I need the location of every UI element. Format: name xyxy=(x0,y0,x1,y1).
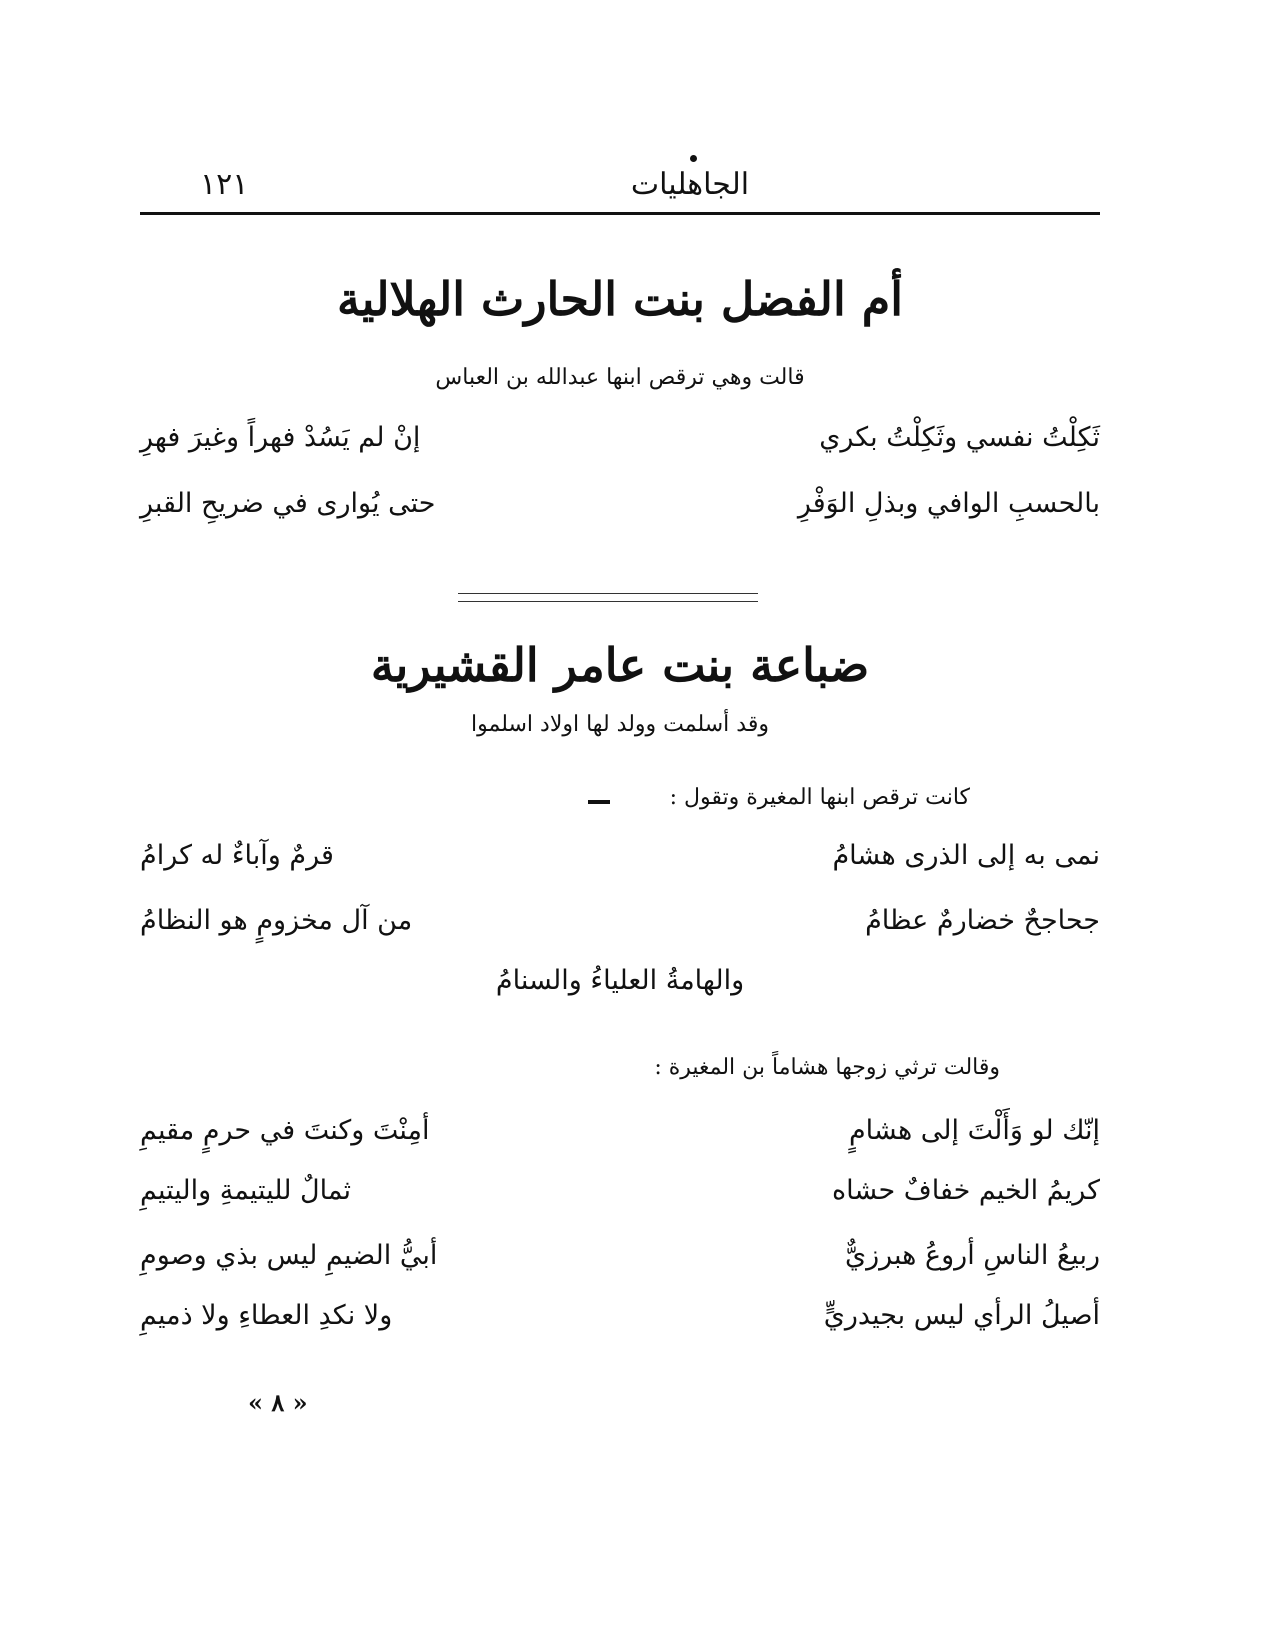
section-separator xyxy=(458,593,758,602)
verse-first-hemistich: كريمُ الخيم خفافٌ حشاه xyxy=(832,1175,1100,1206)
verse-second-hemistich: أمِنْتَ وكنتَ في حرمٍ مقيمِ xyxy=(140,1115,430,1146)
verse-line xyxy=(140,840,1100,890)
verse-second-hemistich: ولا نكدِ العطاءِ ولا ذميمِ xyxy=(140,1300,393,1331)
verse-second-hemistich: قرمٌ وآباءٌ له كرامُ xyxy=(140,840,334,871)
section-intro: قالت وهي ترقص ابنها عبدالله بن العباس xyxy=(435,365,805,390)
section-intro: وقد أسلمت وولد لها اولاد اسلموا xyxy=(471,712,769,737)
verse-line xyxy=(140,1175,1100,1225)
verse-line xyxy=(140,1240,1100,1290)
verse-first-hemistich: نمى به إلى الذرى هشامُ xyxy=(832,840,1100,871)
running-head xyxy=(140,155,1100,211)
signature-mark: « ٨ » xyxy=(248,1388,308,1417)
running-title: الجاهليات xyxy=(630,167,750,202)
verse-first-hemistich: بالحسبِ الوافي وبذلِ الوَفْرِ xyxy=(797,488,1100,519)
verse-line-single xyxy=(140,965,1100,1015)
verse-second-hemistich: من آل مخزومٍ هو النظامُ xyxy=(140,905,413,936)
verse-first-hemistich: ربيعُ الناسِ أروعُ هبرزيٌّ xyxy=(844,1240,1100,1271)
verse-first-hemistich: إنّك لو وَأَلْتَ إلى هشامٍ xyxy=(848,1115,1100,1146)
verse-single-hemistich: والهامةُ العلياءُ والسنامُ xyxy=(495,965,745,996)
verse-line xyxy=(140,1300,1100,1350)
verse-second-hemistich: حتى يُوارى في ضريحِ القبرِ xyxy=(140,488,436,519)
verse-second-hemistich: أبيُّ الضيمِ ليس بذي وصومِ xyxy=(140,1240,438,1271)
page-number: ١٢١ xyxy=(200,167,249,202)
section-title: ضباعة بنت عامر القشيرية xyxy=(370,638,870,692)
verse-line xyxy=(140,422,1100,472)
section-title: أم الفضل بنت الحارث الهلالية xyxy=(337,272,903,326)
verse-first-hemistich: أصيلُ الرأي ليس بجيدريٍّ xyxy=(823,1300,1100,1331)
verse-line xyxy=(140,1115,1100,1165)
verse-line xyxy=(140,905,1100,955)
section-intro-3: وقالت ترثي زوجها هشاماً بن المغيرة : xyxy=(654,1055,1000,1080)
verse-second-hemistich: ثمالٌ لليتيمةِ واليتيمِ xyxy=(140,1175,352,1206)
section-intro-2: كانت ترقص ابنها المغيرة وتقول : xyxy=(669,785,970,810)
verse-second-hemistich: إنْ لم يَسُدْ فهراً وغيرَ فهرِ xyxy=(140,422,421,453)
header-rule xyxy=(140,212,1100,215)
verse-first-hemistich: ثَكِلْتُ نفسي وثَكِلْتُ بكري xyxy=(819,422,1100,453)
verse-first-hemistich: جحاجحٌ خضارمٌ عظامُ xyxy=(865,905,1100,936)
verse-line xyxy=(140,488,1100,538)
header-dot xyxy=(690,155,697,162)
